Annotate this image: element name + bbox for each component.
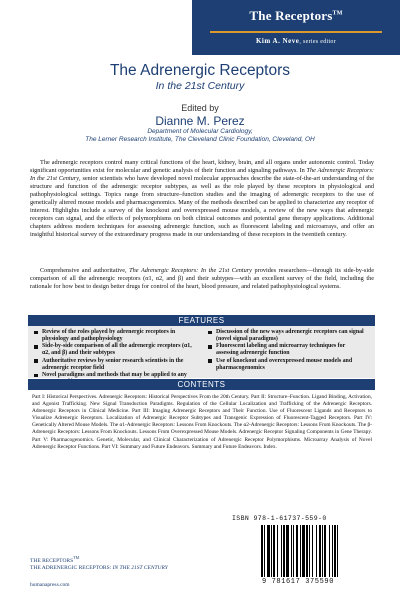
affiliation-line-2: The Lerner Research Institute, The Cleveland Clinic Foundation, Cleveland, OH (85, 136, 315, 143)
feature-item: Novel paradigms and methods that may be applied to any (34, 372, 200, 386)
bullet-icon (208, 359, 212, 363)
features-left-list (34, 329, 200, 386)
contents-heading: CONTENTS (28, 379, 375, 390)
features-heading: FEATURES (28, 315, 375, 326)
features-right-list (208, 329, 368, 372)
title-block (0, 62, 400, 144)
series-editor: Kim A. Neve, series editor (255, 37, 337, 45)
isbn-text: ISBN 978-1-61737-559-0 (232, 515, 327, 522)
barcode (260, 525, 370, 577)
series-banner (192, 0, 400, 55)
book-title: The Adrenergic Receptors (109, 62, 291, 79)
edited-by-label: Edited by (181, 103, 219, 113)
bullet-icon (34, 374, 38, 378)
series-rule (210, 31, 382, 33)
feature-item: Fluorescent labeling and microarray techniques for assessing adrenergic function (208, 343, 368, 357)
book-subtitle: In the 21st Century (155, 80, 245, 92)
feature-item: Review of the roles played by adrenergic receptors in physiology and pathophysiology (34, 329, 200, 343)
footer (30, 554, 168, 588)
editor-name: Dianne M. Perez (155, 114, 245, 128)
bullet-icon (34, 345, 38, 349)
features-panel (28, 326, 375, 378)
feature-item: Authoritative reviews by senior research scientists in the adrenergic receptor field (34, 358, 200, 372)
affiliation-line-1: Department of Molecular Cardiology, (147, 128, 253, 135)
bullet-icon (34, 359, 38, 363)
footer-book-title: THE ADRENERGIC RECEPTORS: IN THE 21ST CENTURY (30, 564, 168, 571)
bullet-icon (208, 345, 212, 349)
contents-text: Part I: Historical Perspectives. Adrenergic Receptors: Historical Perspectives From the 20th Century. Part II: Structure–Function. Ligand Binding, Activation, and Agonist Trafficking. New Signal Transduction Paradigms. Regulation of the Cellular Localization and Trafficking of the Adrenergic Receptors. Adrenergic Receptors in Clinical Medicine. Part III: Imaging Adrenergic Receptors and Their Function. Use of Fluorescent Ligands and Receptors to Visualize Adrenergic Receptors. Localization of Adrenergic Receptor Subtypes and Transgenic Expression of Fluorescent-Tagged Receptors. Part IV: Genetically Altered Mouse Models. The α1-Adrenergic Receptors: Lessons From Knockouts. The α2-Adrenergic Receptors: Lessons From Knockouts. The β-Adrenergic Receptors: Lessons From Knockouts. Lessons From Overexpressed Mouse Models. Adrenergic Receptor Signaling Components in Gene Therapy. Part V: Pharmacogenomics. Genetic, Molecular, and Clinical Characterization of Adrenergic Receptor Polymorphisms. Microarray Analysis of Novel Adrenergic Receptor Functions. Part VI: Summary and Future Endeavors. Summary and Future Endeavors. Index. (32, 394, 372, 450)
barcode-digits: 9 781617 375590 (262, 578, 335, 586)
description-paragraph-2: Comprehensive and authoritative, The Adrenergic Receptors: In the 21st Century provides researchers—through its side-by-side comparison of all the adrenergic receptors (α1, α2, and β) and their subtypes—with an excellent survey of the field, including the rationale for how best to design better drugs for control of the heart, blood pressure, and related pathophysiological systems. (30, 267, 374, 290)
description-paragraph-1: The adrenergic receptors control many critical functions of the heart, kidney, brain, and all organs under autonomic control. Today significant opportunities exist for molecular and genetic analysis of their function and signaling pathways. In The Adrenergic Receptors: In the 21st Century, senior scientists who have developed novel molecular approaches describe the state-of-the-art understanding of the structure and function of the adrenergic receptor subtypes, as well as the role played by these receptors in physiological and pathophysiological settings. Topics range from structure–function studies and the imaging of adrenergic receptors to the use of genetically altered mouse models and pharmacogenomics. Many of the methods described can be applied to characterize any receptor of interest. Highlights include a survey of the knockout and overexpressed mouse models, a review of the new ways that adrenergic receptors can signal, and the effects of polymorphisms on both clinical outcomes and potential gene therapy applications. Additional chapters address modern techniques for assessing adrenergic function, such as fluorescent labeling and microarrays, and offer an insightful historical survey of the extraordinary progress made in our understanding of these receptors in the twentieth century. (30, 159, 374, 238)
bullet-icon (34, 331, 38, 335)
feature-item: Side-by-side comparison of all the adrenergic receptors (α1, α2, and β) and their subtypes (34, 343, 200, 357)
bullet-icon (208, 331, 212, 335)
feature-item: Use of knockout and overexpressed mouse models and pharmacogenomics (208, 358, 368, 372)
series-title: The Receptors™ (249, 8, 343, 23)
publisher-url: humanapress.com (30, 581, 70, 588)
footer-series: THE RECEPTORS™ (30, 555, 80, 564)
feature-item: Discussion of the new ways adrenergic receptors can signal (novel signal paradigms) (208, 329, 368, 343)
